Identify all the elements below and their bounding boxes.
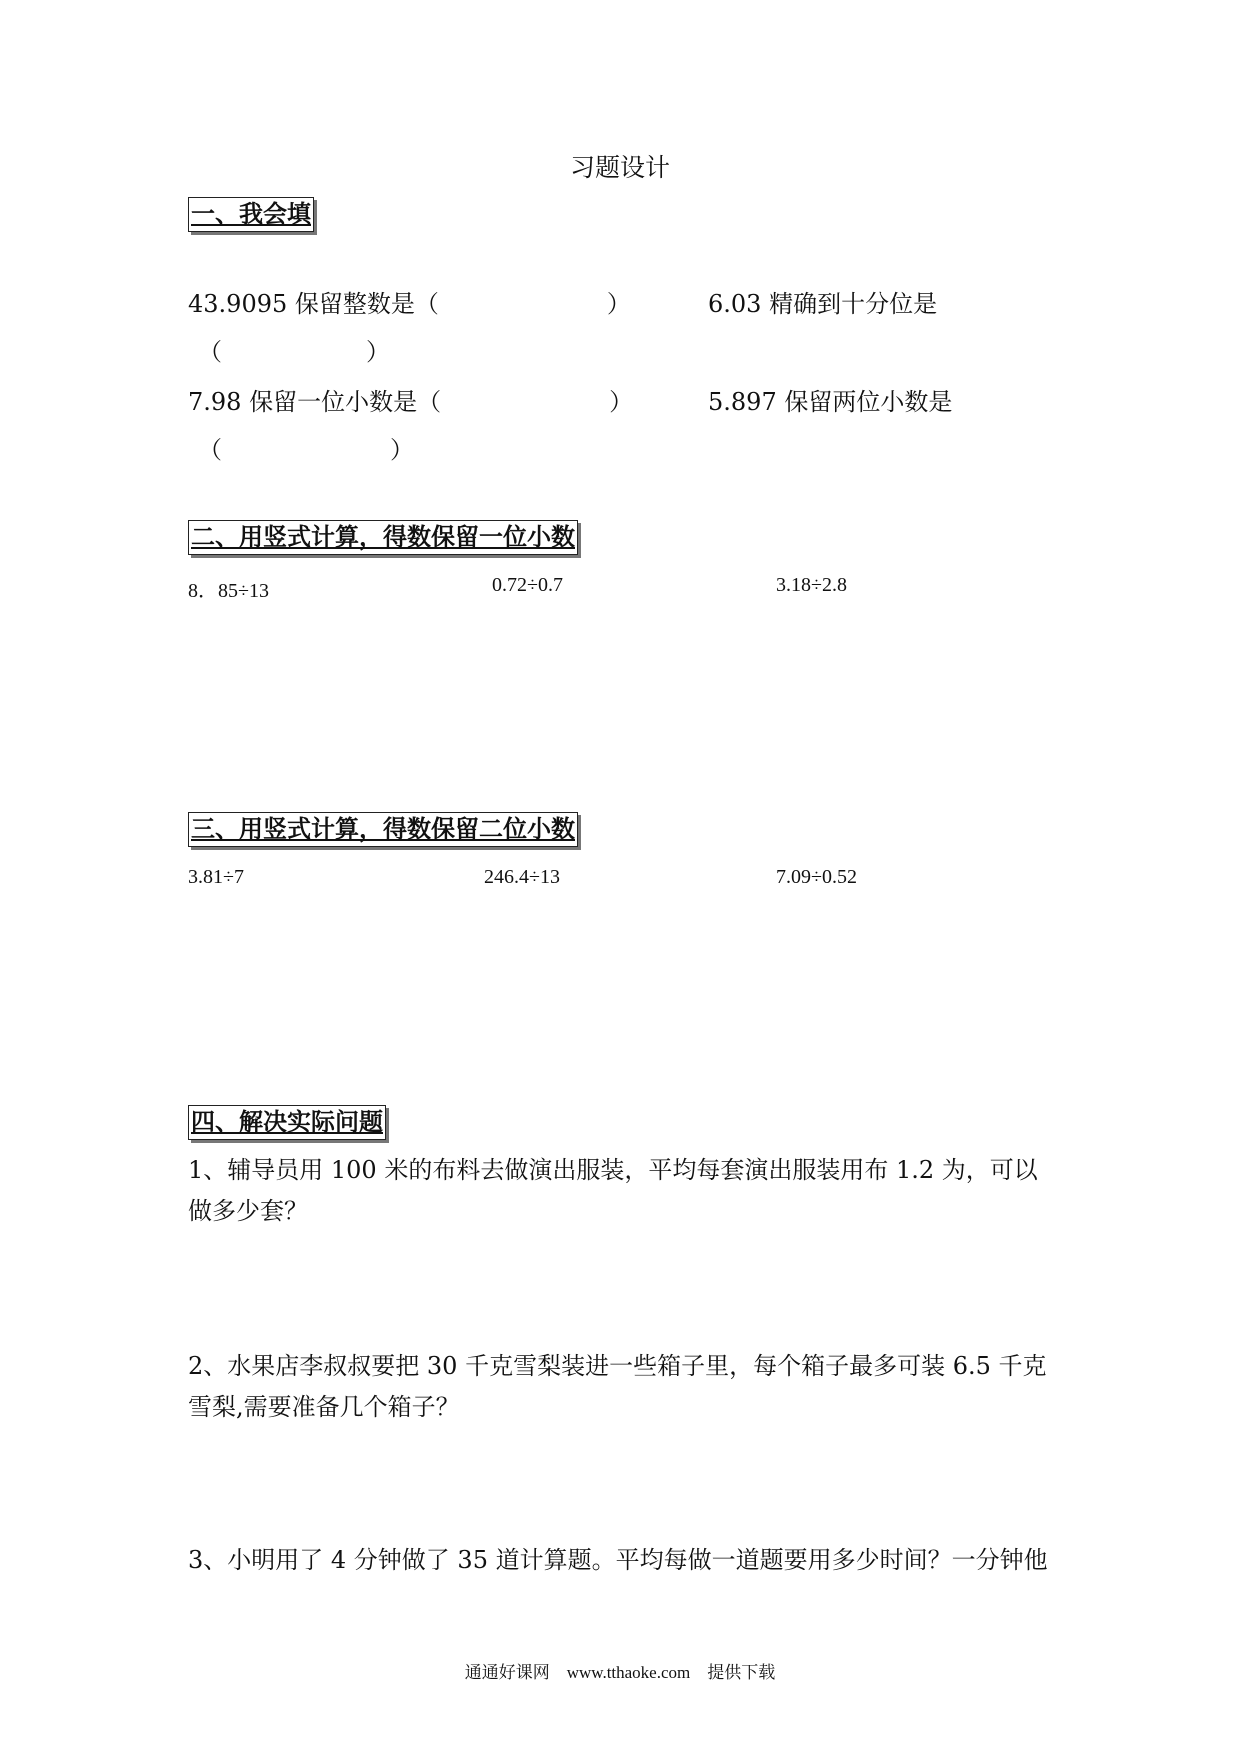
page-footer: 通通好课网 www.tthaoke.com 提供下载 (464, 1663, 776, 1682)
calc-item-3-3: 7.09÷0.52 (776, 866, 857, 888)
fill-question-2: 6.03 精确到十分位是 (708, 290, 938, 318)
fill-question-3: 7.98 保留一位小数是（ ） (188, 388, 634, 416)
word-problem-1: 1、辅导员用 100 米的布料去做演出服装，平均每套演出服装用布 1.2 为，可以做多少套？ (188, 1156, 1038, 1225)
calc-item-3-1: 3.81÷7 (188, 866, 244, 888)
fill-question-4: 5.897 保留两位小数是 (708, 388, 953, 416)
section-2-heading: 二、用竖式计算，得数保留一位小数 (188, 520, 578, 555)
page-title: 习题设计 (569, 153, 670, 182)
calc-item-2-2: 0.72÷0.7 (492, 574, 563, 596)
word-problem-3: 3、小明用了 4 分钟做了 35 道计算题。平均每做一道题要用多少时间？一分钟他 (188, 1546, 1048, 1574)
section-1-heading: 一、我会填 (188, 197, 314, 232)
fill-question-2-blank: （ ） (198, 338, 390, 366)
section-3-heading: 三、用竖式计算，得数保留二位小数 (188, 812, 578, 847)
fill-question-1: 43.9095 保留整数是（ ） (188, 290, 631, 318)
calc-item-2-1: 8．85÷13 (188, 580, 269, 602)
fill-question-4-blank: （ ） (198, 436, 414, 464)
calc-item-3-2: 246.4÷13 (484, 866, 560, 888)
calc-item-2-3: 3.18÷2.8 (776, 574, 847, 596)
section-4-heading: 四、解决实际问题 (188, 1105, 386, 1140)
word-problem-2: 2、水果店李叔叔要把 30 千克雪梨装进一些箱子里，每个箱子最多可装 6.5 千克雪梨,需要准备几个箱子？ (188, 1352, 1047, 1421)
